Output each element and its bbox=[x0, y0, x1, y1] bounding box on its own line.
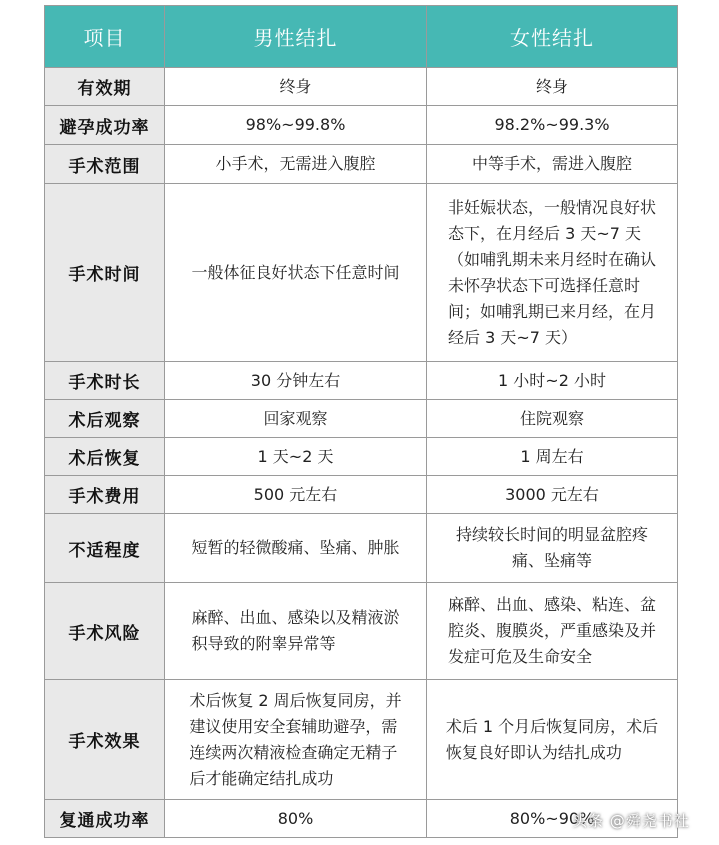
male-cell bbox=[165, 583, 427, 680]
female-cell bbox=[427, 68, 678, 106]
header-female-sterilization: 女性结扎 bbox=[427, 6, 678, 68]
male-cell bbox=[165, 438, 427, 476]
row-label: 术后观察 bbox=[45, 400, 165, 438]
row-label: 不适程度 bbox=[45, 514, 165, 583]
male-value: 1 天~2 天 bbox=[257, 446, 334, 466]
table-row bbox=[45, 184, 678, 362]
row-label: 手术范围 bbox=[45, 145, 165, 184]
female-cell bbox=[427, 145, 678, 184]
row-label: 避孕成功率 bbox=[45, 106, 165, 145]
female-value: 持续较长时间的明显盆腔疼 痛、坠痛等 bbox=[455, 525, 648, 570]
row-label: 手术效果 bbox=[45, 680, 165, 800]
row-label: 术后恢复 bbox=[45, 438, 165, 476]
male-cell bbox=[165, 680, 427, 800]
male-cell bbox=[165, 145, 427, 184]
female-cell bbox=[427, 106, 678, 145]
male-value: 短暂的轻微酸痛、坠痛、肿胀 bbox=[191, 538, 400, 557]
male-cell bbox=[165, 514, 427, 583]
female-cell bbox=[427, 583, 678, 680]
male-cell bbox=[165, 476, 427, 514]
female-cell bbox=[427, 476, 678, 514]
male-cell bbox=[165, 362, 427, 400]
female-cell bbox=[427, 184, 678, 362]
table-row bbox=[45, 514, 678, 583]
female-cell bbox=[427, 400, 678, 438]
table-row bbox=[45, 438, 678, 476]
male-value: 98%~99.8% bbox=[245, 115, 346, 134]
comparison-table bbox=[44, 5, 678, 838]
female-cell bbox=[427, 680, 678, 800]
female-value: 1 小时~2 小时 bbox=[498, 370, 606, 390]
male-value: 术后恢复 2 周后恢复同房，并 建议使用安全套辅助避孕，需 连续两次精液检查确定无精子 后才能确定结扎成功 bbox=[189, 690, 402, 788]
header-item: 项目 bbox=[45, 6, 165, 68]
male-cell bbox=[165, 800, 427, 838]
table-row bbox=[45, 680, 678, 800]
male-cell bbox=[165, 68, 427, 106]
table-row bbox=[45, 106, 678, 145]
header-row bbox=[45, 6, 678, 68]
female-value: 非妊娠状态，一般情况良好状 态下，在月经后 3 天~7 天 （如哺乳期未来月经时在确认 未怀孕状态下可选择任意时 间；如哺乳期已来月经，在月 经后 3 天~7 天） bbox=[447, 197, 656, 347]
male-value: 30 分钟左右 bbox=[250, 370, 341, 390]
table-row bbox=[45, 145, 678, 184]
male-cell bbox=[165, 400, 427, 438]
female-cell bbox=[427, 362, 678, 400]
row-label: 手术时长 bbox=[45, 362, 165, 400]
watermark: 头条 @舜尧书社 bbox=[572, 812, 690, 830]
female-value: 麻醉、出血、感染、粘连、盆 腔炎、腹膜炎，严重感染及并 发症可危及生命安全 bbox=[447, 595, 656, 666]
row-label: 手术费用 bbox=[45, 476, 165, 514]
male-value: 终身 bbox=[279, 76, 312, 96]
row-label: 复通成功率 bbox=[45, 800, 165, 838]
female-value: 80%~90% bbox=[509, 808, 595, 828]
female-value: 1 周左右 bbox=[520, 446, 584, 466]
male-cell bbox=[165, 184, 427, 362]
row-label: 有效期 bbox=[45, 68, 165, 106]
table-row bbox=[45, 583, 678, 680]
female-cell bbox=[427, 514, 678, 583]
table-row bbox=[45, 68, 678, 106]
male-value: 麻醉、出血、感染以及精液淤 积导致的附睾异常等 bbox=[191, 608, 400, 653]
female-value: 术后 1 个月后恢复同房，术后 恢复良好即认为结扎成功 bbox=[445, 716, 659, 762]
table-row bbox=[45, 400, 678, 438]
female-value: 住院观察 bbox=[519, 408, 584, 428]
female-cell bbox=[427, 438, 678, 476]
male-value: 500 元左右 bbox=[253, 484, 338, 504]
male-value: 80% bbox=[277, 808, 314, 828]
table-row bbox=[45, 362, 678, 400]
row-label: 手术时间 bbox=[45, 184, 165, 362]
female-value: 3000 元左右 bbox=[505, 484, 599, 504]
male-value: 回家观察 bbox=[263, 408, 328, 428]
male-value: 小手术，无需进入腹腔 bbox=[215, 154, 376, 173]
header-male-sterilization: 男性结扎 bbox=[165, 6, 427, 68]
female-value: 终身 bbox=[535, 76, 568, 96]
row-label: 手术风险 bbox=[45, 583, 165, 680]
female-value: 中等手术，需进入腹腔 bbox=[471, 154, 632, 173]
table-row bbox=[45, 476, 678, 514]
male-cell bbox=[165, 106, 427, 145]
male-value: 一般体征良好状态下任意时间 bbox=[191, 262, 400, 282]
female-value: 98.2%~99.3% bbox=[494, 115, 610, 134]
